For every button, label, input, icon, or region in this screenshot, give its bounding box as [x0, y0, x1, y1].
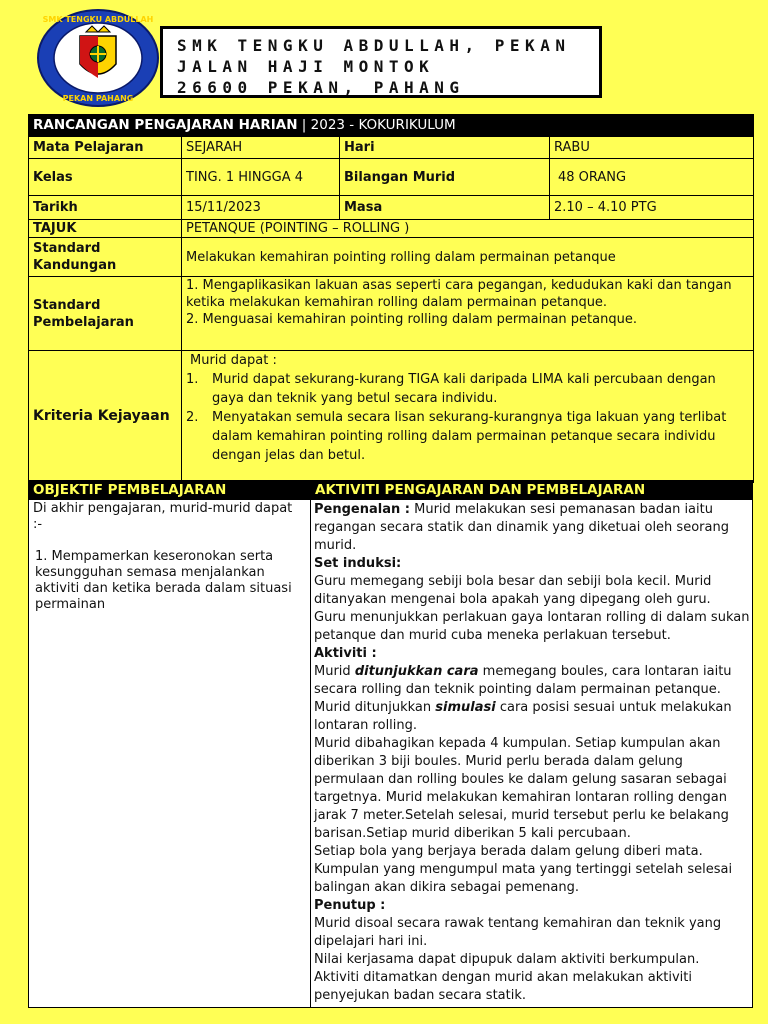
closing-text-2: Nilai kerjasama dapat dipupuk dalam aktiviti berkumpulan.: [314, 952, 700, 967]
activity-2-start: Murid ditunjukkan: [314, 700, 432, 715]
school-address-city: 26600 PEKAN, PAHANG: [177, 78, 465, 97]
success-criteria-row: [29, 351, 754, 483]
school-name: SMK TENGKU ABDULLAH, PEKAN: [177, 36, 571, 55]
school-logo: [36, 8, 160, 108]
day-value: RABU: [550, 137, 754, 159]
activity-1-emphasis: ditunjukkan cara: [354, 664, 479, 679]
introduction-text: Murid melakukan sesi pemanasan badan iaitu regangan secara statik dan dinamik yang diketuai oleh seorang murid.: [314, 502, 729, 553]
plan-title: RANCANGAN PENGAJARAN HARIAN: [33, 117, 298, 133]
svg-text:SMK TENGKU ABDULLAH: SMK TENGKU ABDULLAH: [42, 15, 154, 24]
activity-label: Aktiviti :: [314, 646, 377, 661]
criteria-item-1-number: 1.: [186, 372, 199, 387]
objective-item-1: 1. Mempamerkan keseronokan serta kesungguhan semasa menjalankan aktiviti dan ketika berada dalam situasi permainan: [35, 549, 292, 612]
students-label: Bilangan Murid: [340, 159, 550, 196]
closing-label: Penutup :: [314, 898, 386, 913]
activity-1-end: memegang boules, cara lontaran iaitu secara rolling dan teknik pointing dalam permainan petanque.: [314, 664, 732, 697]
introduction-paragraph: [314, 501, 750, 555]
induction-text-2: Guru menunjukkan perlakuan gaya lontaran rolling di dalam sukan petanque dan murid cuba meneka perlakuan tersebut.: [314, 610, 750, 643]
topic-value: PETANQUE (POINTING – ROLLING ): [182, 220, 754, 238]
learning-standard-value: [182, 277, 754, 351]
learning-standard-label: Standard Pembelajaran: [29, 277, 182, 351]
column-divider: [310, 481, 311, 1007]
school-name-box: [160, 26, 602, 98]
school-address-street: JALAN HAJI MONTOK: [177, 57, 435, 76]
day-label: Hari: [340, 137, 550, 159]
objectives-activities-section: [28, 480, 753, 1008]
plan-header-row: [29, 115, 754, 137]
activities-body: [314, 501, 750, 1005]
criteria-item-2-text: Menyatakan semula secara lisan sekurang-kurangnya tiga lakuan yang terlibat dalam kemahiran pointing rolling dalam permainan petanque secara individu dengan jelas dan betul.: [212, 410, 727, 463]
content-standard-value: Melakukan kemahiran pointing rolling dalam permainan petanque: [182, 238, 754, 277]
criteria-item-2-number: 2.: [186, 410, 199, 425]
activity-paragraph-2: [314, 699, 750, 735]
success-criteria-label: Kriteria Kejayaan: [29, 351, 182, 483]
activities-heading: AKTIVITI PENGAJARAN DAN PEMBELAJARAN: [311, 481, 752, 500]
activity-paragraph-1: [314, 663, 750, 699]
objectives-heading: OBJEKTIF PEMBELAJARAN: [29, 481, 310, 500]
activity-1-start: Murid: [314, 664, 351, 679]
plan-header: [29, 115, 754, 137]
introduction-label: Pengenalan :: [314, 502, 410, 517]
success-criteria-value: [182, 351, 754, 483]
activity-2-end: cara posisi sesuai untuk melakukan lontaran rolling.: [314, 700, 732, 733]
induction-text-1: Guru memegang sebiji bola besar dan sebiji bola kecil. Murid ditanyakan mengenai bola apakah yang dipegang oleh guru.: [314, 574, 712, 607]
class-label: Kelas: [29, 159, 182, 196]
svg-text:PEKAN PAHANG: PEKAN PAHANG: [62, 94, 134, 103]
date-row: [29, 196, 754, 220]
criteria-item-1: [186, 370, 749, 408]
time-label: Masa: [340, 196, 550, 220]
date-value: 15/11/2023: [182, 196, 340, 220]
criteria-item-2: [186, 408, 749, 465]
criteria-intro: Murid dapat :: [190, 353, 277, 368]
learning-standard-row: [29, 277, 754, 351]
subject-row: [29, 137, 754, 159]
students-value: 48 ORANG: [550, 159, 754, 196]
learning-standard-1: 1. Mengaplikasikan lakuan asas seperti cara pegangan, kedudukan kaki dan tangan ketika melakukan kemahiran rolling dalam permainan petanque.: [186, 278, 732, 310]
objectives-intro: Di akhir pengajaran, murid-murid dapat :-: [33, 501, 293, 532]
objectives-body: [33, 501, 305, 613]
closing-text-3: Aktiviti ditamatkan dengan murid akan melakukan aktiviti penyejukan badan secara statik.: [314, 970, 692, 1003]
topic-row: [29, 220, 754, 238]
induction-label: Set induksi:: [314, 556, 402, 571]
subject-label: Mata Pelajaran: [29, 137, 182, 159]
class-value: TING. 1 HINGGA 4: [182, 159, 340, 196]
learning-standard-2: 2. Menguasai kemahiran pointing rolling dalam permainan petanque.: [186, 312, 637, 327]
closing-text-1: Murid disoal secara rawak tentang kemahiran dan teknik yang dipelajari hari ini.: [314, 916, 722, 949]
content-standard-label: Standard Kandungan: [29, 238, 182, 277]
content-standard-row: [29, 238, 754, 277]
activity-paragraph-3: Murid dibahagikan kepada 4 kumpulan. Setiap kumpulan akan diberikan 3 biji boules. Murid perlu berada dalam gelung permulaan dan rolling boules ke dalam gelung sasaran sebagai targetnya. Murid melakukan kemahiran lontaran rolling dengan jarak 7 meter.Setelah selesai, murid tersebut perlu ke belakang barisan.Setiap murid diberikan 5 kali percubaan.: [314, 736, 729, 841]
activity-paragraph-4: Setiap bola yang berjaya berada dalam gelung diberi mata. Kumpulan yang mengumpul mata yang tertinggi setelah selesai balingan akan dikira sebagai pemenang.: [314, 844, 733, 895]
subject-value: SEJARAH: [182, 137, 340, 159]
criteria-item-1-text: Murid dapat sekurang-kurang TIGA kali daripada LIMA kali percubaan dengan gaya dan teknik yang betul secara individu.: [212, 372, 716, 406]
lesson-plan-table: [28, 114, 754, 483]
topic-label: TAJUK: [29, 220, 182, 238]
plan-subtitle: | 2023 - KOKURIKULUM: [301, 117, 456, 133]
activity-2-emphasis: simulasi: [435, 700, 496, 715]
class-row: [29, 159, 754, 196]
time-value: 2.10 – 4.10 PTG: [550, 196, 754, 220]
date-label: Tarikh: [29, 196, 182, 220]
